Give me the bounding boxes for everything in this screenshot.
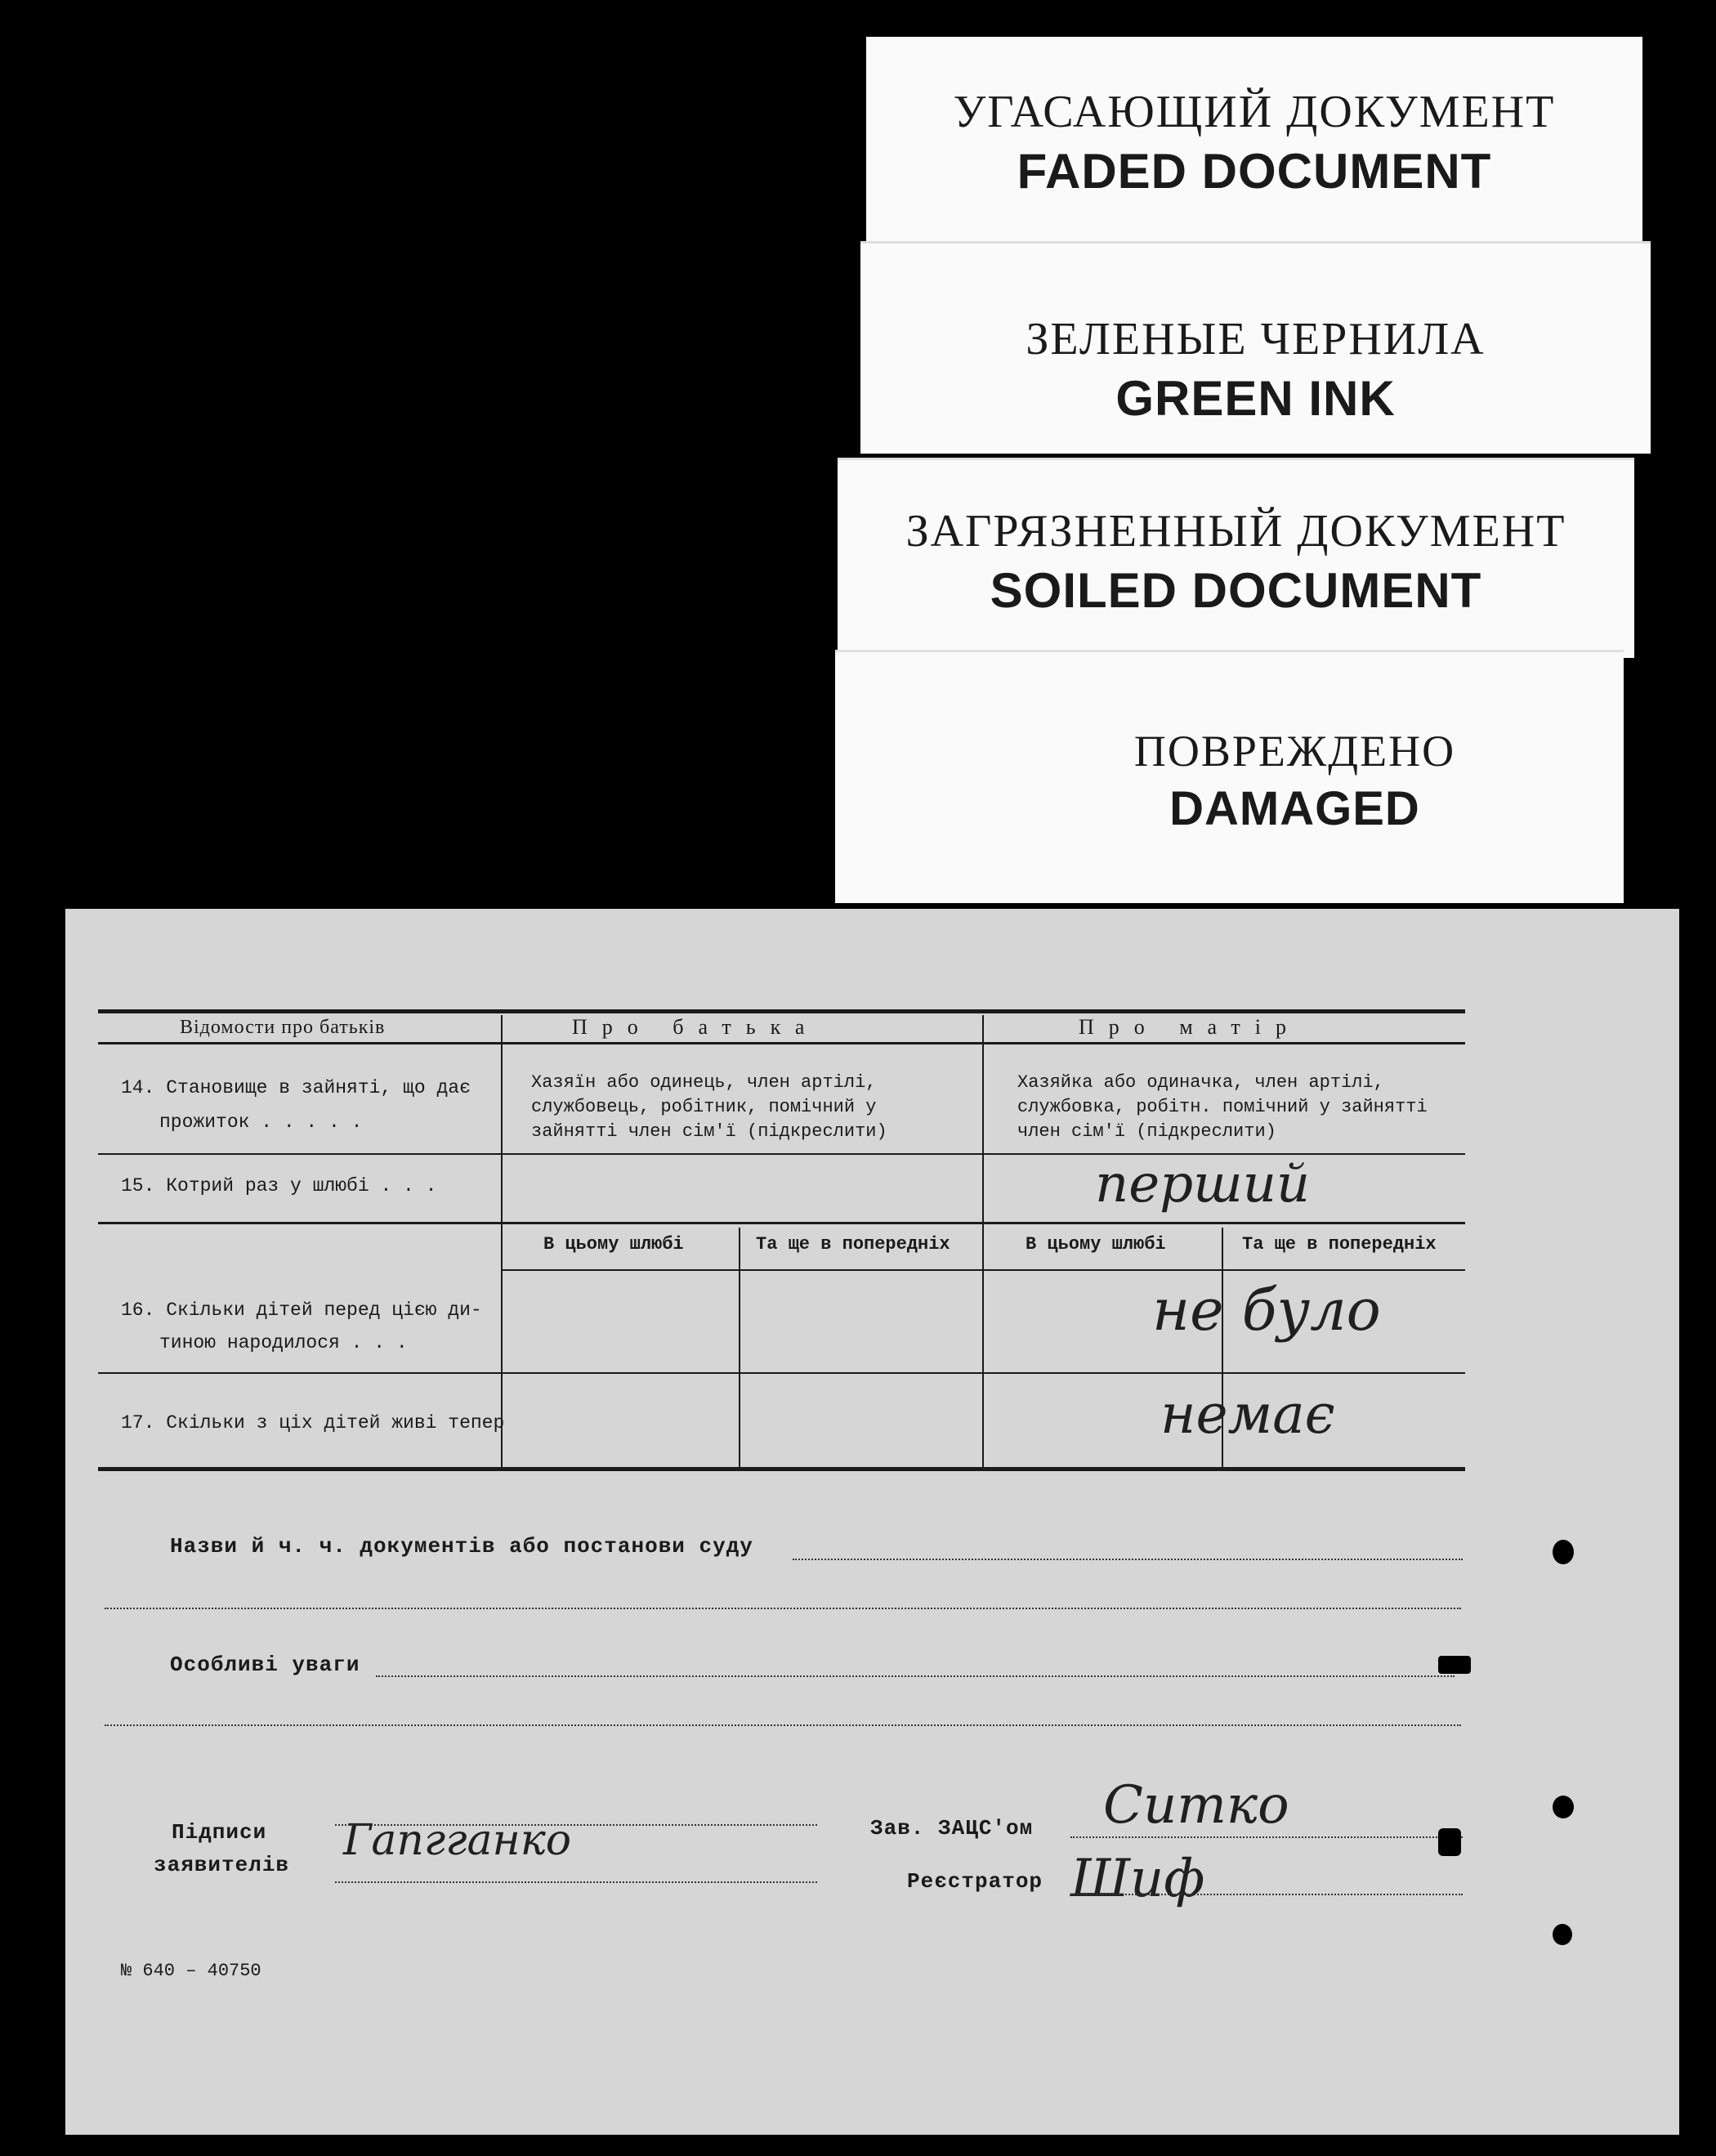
remarks-line-2 [105, 1724, 1461, 1726]
registrar-signature: Шиф [1070, 1849, 1205, 1909]
head-label: Зав. ЗАЦС'ом [870, 1816, 1034, 1841]
row14-mother-options: Хазяйка або одиначка, член артілі, службовка, робітн. помічний у зайнятті член сім'ї (підкреслити) [1017, 1072, 1428, 1142]
punch-hole [1553, 1796, 1574, 1818]
green-ink-label [860, 241, 1651, 454]
subheader-mother-this: В цьому шлюбі [1026, 1234, 1166, 1255]
label-en: GREEN INK [1115, 371, 1396, 426]
subheader-rule [503, 1269, 1465, 1271]
label-ru: ЗАГРЯЗНЕННЫЙ ДОКУМЕНТ [905, 506, 1566, 557]
header-father: Про батька [572, 1015, 820, 1039]
col-divider-2 [982, 1015, 984, 1469]
table-top-rule [98, 1009, 1465, 1013]
label-en: FADED DOCUMENT [1017, 144, 1492, 199]
row16-mother-handwritten: не було [1152, 1277, 1381, 1344]
soiled-document-label [838, 458, 1634, 658]
label-ru: ПОВРЕЖДЕНО [1133, 727, 1456, 776]
registrar-label: Реєстратор [907, 1869, 1043, 1894]
table-bottom-rule [98, 1467, 1465, 1471]
header-mother: Про матір [1079, 1015, 1302, 1039]
signatures-label-line1: Підписи [172, 1820, 267, 1845]
row17-label: 17. Скільки з ціх дітей живі тепер [121, 1412, 505, 1434]
damage-mark [1438, 1828, 1461, 1856]
row14-father-options: Хазяїн або одинець, член артілі, службовець, робітник, помічний у зайнятті член сім'ї (підкреслити) [531, 1072, 887, 1142]
documents-label: Назви й ч. ч. документів або постанови суду [170, 1534, 753, 1559]
punch-hole [1553, 1540, 1574, 1564]
remarks-line [376, 1675, 1455, 1677]
registration-form [65, 909, 1679, 2135]
row15-rule [98, 1222, 1465, 1224]
signature-line-1 [335, 1824, 817, 1826]
signatures-label-line2: заявителів [154, 1853, 290, 1877]
registrar-signature-line [1070, 1894, 1463, 1895]
remarks-label: Особливі уваги [170, 1653, 360, 1677]
form-number: № 640 – 40750 [121, 1961, 261, 1981]
row14-label-line1: 14. Становище в зайняті, що дає [121, 1077, 471, 1098]
col-divider-1 [501, 1015, 503, 1469]
damage-mark [1438, 1656, 1471, 1674]
label-en: SOILED DOCUMENT [990, 563, 1482, 618]
table-header-rule [98, 1042, 1465, 1044]
row16-label-line2: тиною народилося . . . [159, 1332, 408, 1353]
signature-line-2 [335, 1881, 817, 1883]
head-signature: Ситко [1103, 1775, 1289, 1836]
subheader-father-this: В цьому шлюбі [543, 1234, 684, 1255]
documents-line [793, 1559, 1463, 1560]
row14-label-line2: прожиток . . . . . [159, 1112, 363, 1133]
faded-document-label [866, 37, 1642, 241]
label-ru: ЗЕЛЕНЫЕ ЧЕРНИЛА [1026, 314, 1486, 365]
row15-label: 15. Котрий раз у шлюбі . . . [121, 1175, 437, 1197]
subheader-mother-previous: Та ще в попередніх [1242, 1234, 1437, 1255]
punch-hole [1553, 1924, 1572, 1945]
col-divider-3 [739, 1228, 740, 1469]
header-parents-info: Відомости про батьків [180, 1017, 386, 1038]
documents-line-2 [105, 1608, 1461, 1609]
row16-label-line1: 16. Скільки дітей перед цією ди- [121, 1299, 482, 1321]
subheader-father-previous: Та ще в попередніх [756, 1234, 950, 1255]
row17-mother-handwritten: немає [1160, 1383, 1335, 1446]
damaged-label [835, 650, 1624, 903]
applicant-signature: Гапгганко [343, 1816, 572, 1865]
row16-rule [98, 1372, 1465, 1374]
row15-mother-handwritten: перший [1095, 1154, 1311, 1214]
head-signature-line [1070, 1836, 1463, 1838]
label-ru: УГАСАЮЩИЙ ДОКУМЕНТ [953, 87, 1556, 137]
label-en: DAMAGED [1169, 782, 1420, 835]
